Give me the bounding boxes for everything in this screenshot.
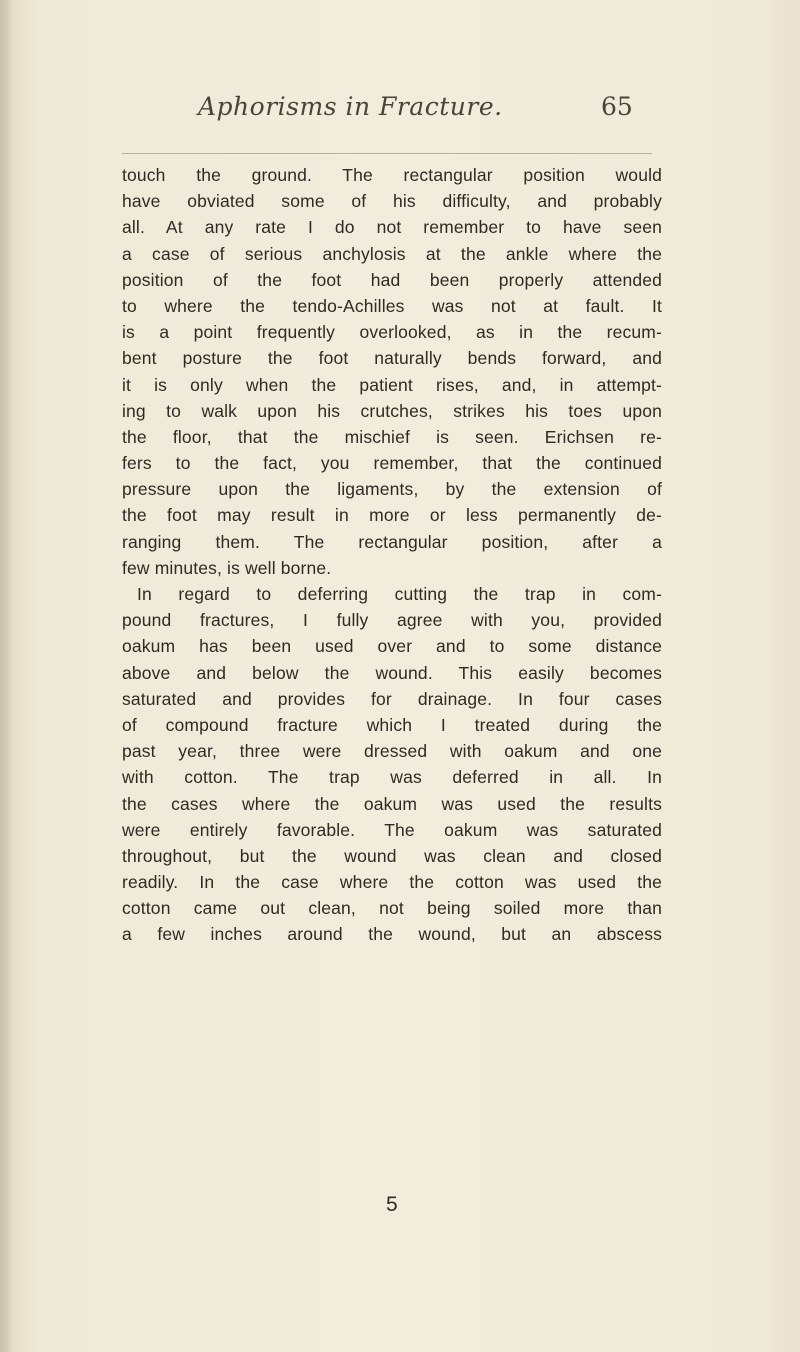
text-line: readily. In the case where the cotton was used the [122,872,662,893]
text-line: In regard to deferring cutting the trap in com- [137,584,662,604]
text-line: the cases where the oakum was used the results [122,793,662,814]
text-line: few minutes, is well borne. [122,557,332,578]
text-line: pound fractures, I fully agree with you, provided [122,610,662,631]
text-line: the foot may result in more or less permanently de- [122,505,662,526]
text-line: all. At any rate I do not remember to have seen [122,217,662,238]
text-line: with cotton. The trap was deferred in all. In [122,767,662,788]
signature-mark: 5 [386,1193,398,1216]
text-line: past year, three were dressed with oakum and one [122,741,662,762]
text-line: ing to walk upon his crutches, strikes his toes upon [122,400,662,421]
running-title: Aphorisms in Fracture. [198,92,503,121]
text-line: a case of serious anchylosis at the ankle where the [122,243,662,264]
text-line: throughout, but the wound was clean and closed [122,845,662,866]
header-rule [122,153,652,154]
text-line: were entirely favorable. The oakum was saturated [122,819,662,840]
text-line: have obviated some of his difficulty, and probably [122,191,662,212]
text-line: touch the ground. The rectangular position would [122,165,662,185]
text-line: ranging them. The rectangular position, after a [122,531,662,552]
text-line: bent posture the foot naturally bends forward, and [122,348,662,369]
gutter-shadow [0,0,12,1352]
text-line: a few inches around the wound, but an abscess [122,924,662,945]
running-head [0,92,800,132]
text-line: of compound fracture which I treated during the [122,714,662,735]
text-line: the floor, that the mischief is seen. Erichsen re- [122,426,662,447]
page-number: 65 [601,92,633,121]
text-line: saturated and provides for drainage. In four cases [122,688,662,709]
text-line: cotton came out clean, not being soiled more than [122,898,662,919]
text-line: pressure upon the ligaments, by the extension of [122,479,662,500]
text-line: fers to the fact, you remember, that the continued [122,453,662,474]
body-text [122,162,662,948]
text-line: to where the tendo-Achilles was not at fault. It [122,295,662,316]
text-line: oakum has been used over and to some distance [122,636,662,657]
text-line: is a point frequently overlooked, as in the recum- [122,322,662,343]
text-line: above and below the wound. This easily becomes [122,662,662,683]
text-line: position of the foot had been properly attended [122,269,662,290]
text-line: it is only when the patient rises, and, in attempt- [122,374,662,395]
